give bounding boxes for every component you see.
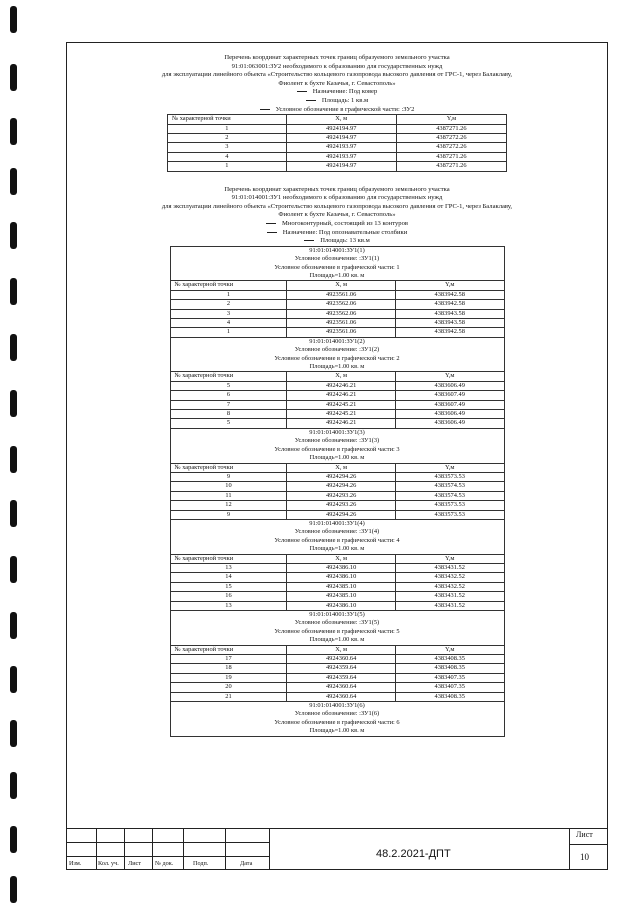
point-number: 13 (170, 563, 287, 572)
point-number: 1 (170, 290, 287, 299)
y-coordinate: 4383408.35 (395, 655, 504, 664)
y-coordinate: 4383431.52 (395, 601, 504, 610)
contour-caption (170, 537, 504, 545)
col-header: Y,м (395, 463, 504, 472)
contour-caption (170, 545, 504, 554)
header-line: Перечень координат характерных точек границ образуемого земельного участка (224, 185, 450, 193)
contour-caption-text: Условное обозначение в графической части: 4 (170, 537, 504, 545)
contour-caption (170, 272, 504, 281)
contour-caption-text: 91:01:014001:ЗУ1(3) (170, 428, 504, 437)
point-number: 9 (170, 472, 287, 481)
x-coordinate: 4924386.10 (287, 563, 396, 572)
table-row (170, 319, 504, 328)
table-row (170, 692, 504, 701)
table-row (170, 563, 504, 572)
point-number: 1 (168, 124, 287, 133)
point-number: 9 (170, 510, 287, 519)
col-header: X, м (287, 281, 396, 290)
contour-caption-text: 91:01:014001:ЗУ1(6) (170, 702, 504, 711)
y-coordinate: 4383607.49 (395, 391, 504, 400)
col-header: Y,м (395, 372, 504, 381)
y-coordinate: 4387271.26 (396, 162, 506, 171)
header-line: 91:01:014001:ЗУ1 необходимого к образованию для государственных нужд (231, 194, 443, 202)
bullet: Назначение: Под ковер (72, 88, 602, 97)
table-row (170, 381, 504, 390)
contour-caption-text: Площадь=1.00 кв. м (170, 454, 504, 463)
x-coordinate: 4923561.06 (287, 319, 396, 328)
table-row (170, 582, 504, 591)
x-coordinate: 4923562.06 (287, 300, 396, 309)
y-coordinate: 4383606.49 (395, 419, 504, 428)
table-row (170, 592, 504, 601)
x-coordinate: 4924246.21 (287, 381, 396, 390)
table-row (170, 491, 504, 500)
x-coordinate: 4924246.21 (287, 419, 396, 428)
point-number: 15 (170, 582, 287, 591)
x-coordinate: 4924194.97 (286, 162, 396, 171)
x-coordinate: 4924245.21 (287, 400, 396, 409)
table-row (170, 601, 504, 610)
stamp-podp: Подп. (193, 860, 209, 867)
table-row (170, 309, 504, 318)
header-2 (72, 186, 602, 220)
y-coordinate: 4387272.26 (396, 143, 506, 152)
y-coordinate: 4383407.35 (395, 673, 504, 682)
point-number: 20 (170, 683, 287, 692)
y-coordinate: 4387271.26 (396, 152, 506, 161)
point-number: 5 (170, 419, 287, 428)
point-number: 13 (170, 601, 287, 610)
column-header-row (170, 645, 504, 654)
col-header: № характерной точки (170, 645, 287, 654)
contour-caption (170, 446, 504, 454)
col-header: Y,м (395, 281, 504, 290)
x-coordinate: 4924360.64 (287, 692, 396, 701)
point-number: 1 (170, 328, 287, 337)
table-row (170, 472, 504, 481)
col-header: X, м (286, 115, 396, 124)
x-coordinate: 4924245.21 (287, 410, 396, 419)
point-number: 12 (170, 501, 287, 510)
y-coordinate: 4383573.53 (395, 510, 504, 519)
contour-caption-text: Площадь=1.00 кв. м (170, 636, 504, 645)
y-coordinate: 4383408.35 (395, 664, 504, 673)
table-row (168, 143, 507, 152)
table-row (168, 162, 507, 171)
contour-caption-text: Условное обозначение в графической части: 1 (170, 264, 504, 272)
y-coordinate: 4383432.52 (395, 573, 504, 582)
contour-caption (170, 264, 504, 272)
y-coordinate: 4383942.58 (395, 290, 504, 299)
contour-caption-text: Площадь=1.00 кв. м (170, 545, 504, 554)
col-header: X, м (287, 372, 396, 381)
table-row (170, 290, 504, 299)
contour-caption-text: Площадь=1.00 кв. м (170, 363, 504, 372)
y-coordinate: 4383574.53 (395, 491, 504, 500)
contour-caption (170, 355, 504, 363)
point-number: 17 (170, 655, 287, 664)
contour-caption (170, 363, 504, 372)
contour-caption-text: Площадь=1.00 кв. м (170, 272, 504, 281)
x-coordinate: 4924360.64 (287, 683, 396, 692)
x-coordinate: 4924294.26 (287, 510, 396, 519)
contour-caption (170, 636, 504, 645)
col-header: № характерной точки (170, 554, 287, 563)
point-number: 2 (170, 300, 287, 309)
col-header: X, м (287, 463, 396, 472)
column-header-row (170, 554, 504, 563)
header-line: Фиолент к бухте Казачья, г. Севастополь» (278, 211, 396, 219)
y-coordinate: 4383943.58 (395, 319, 504, 328)
y-coordinate: 4383606.49 (395, 410, 504, 419)
x-coordinate: 4924194.97 (286, 124, 396, 133)
contour-caption-text: Площадь=1.00 кв. м (170, 727, 504, 736)
table-row (170, 510, 504, 519)
y-coordinate: 4383431.52 (395, 592, 504, 601)
table-row (170, 664, 504, 673)
stamp-list: Лист (128, 860, 141, 867)
contour-caption-text: Условное обозначение: :ЗУ1(6) (170, 710, 504, 718)
contour-caption-text: Условное обозначение в графической части: 5 (170, 628, 504, 636)
sheet-label: Лист (576, 830, 593, 839)
y-coordinate: 4383408.35 (395, 692, 504, 701)
point-number: 16 (170, 592, 287, 601)
x-coordinate: 4924359.64 (287, 664, 396, 673)
contour-caption-text: Условное обозначение в графической части: 3 (170, 446, 504, 454)
col-header: Y,м (395, 645, 504, 654)
column-header-row (170, 463, 504, 472)
y-coordinate: 4383943.58 (395, 309, 504, 318)
x-coordinate: 4924294.26 (287, 472, 396, 481)
table-row (170, 419, 504, 428)
y-coordinate: 4383431.52 (395, 563, 504, 572)
table-row (170, 328, 504, 337)
table-row (168, 152, 507, 161)
table-row (168, 133, 507, 142)
table-row (170, 683, 504, 692)
bullet: Многоконтурный, состоящий из 13 контуров (72, 220, 602, 229)
contour-caption-text: Условное обозначение: :ЗУ1(4) (170, 528, 504, 536)
header-line: Фиолент к бухте Казачья, г. Севастополь» (278, 79, 396, 87)
point-number: 7 (170, 400, 287, 409)
contour-caption (170, 337, 504, 346)
bullet: Площадь: 1 кв.м (72, 97, 602, 106)
coords-table-zu1 (170, 246, 505, 737)
header-line: для эксплуатации линейного объекта «Строительство кольцевого газопровода высокого давления от ГРС-1, через Балаклаву, (161, 202, 513, 210)
point-number: 14 (170, 573, 287, 582)
y-coordinate: 4383432.52 (395, 582, 504, 591)
y-coordinate: 4387271.26 (396, 124, 506, 133)
coords-table-zu2 (167, 114, 507, 171)
point-number: 8 (170, 410, 287, 419)
point-number: 21 (170, 692, 287, 701)
point-number: 1 (168, 162, 287, 171)
x-coordinate: 4923561.06 (287, 290, 396, 299)
x-coordinate: 4923561.06 (287, 328, 396, 337)
contour-caption (170, 727, 504, 736)
table-row (170, 391, 504, 400)
contour-caption (170, 528, 504, 536)
x-coordinate: 4924359.64 (287, 673, 396, 682)
sheet-number: 10 (580, 852, 589, 862)
column-header-row (170, 372, 504, 381)
header-line: Перечень координат характерных точек границ образуемого земельного участка (224, 54, 450, 61)
binder-holes (0, 0, 40, 905)
x-coordinate: 4924293.26 (287, 501, 396, 510)
col-header: Y,м (396, 115, 506, 124)
y-coordinate: 4383606.49 (395, 381, 504, 390)
table-row (170, 300, 504, 309)
header-line: 91:01:063001:ЗУ2 необходимого к образованию для государственных нужд (231, 62, 443, 70)
point-number: 18 (170, 664, 287, 673)
contour-caption (170, 246, 504, 255)
stamp-ndok: № док. (155, 860, 174, 867)
bullet: Площадь: 13 кв.м (72, 237, 602, 246)
table-row (170, 501, 504, 510)
y-coordinate: 4387272.26 (396, 133, 506, 142)
bullet: Условное обозначение в графической части: :ЗУ2 (72, 106, 602, 115)
contour-caption (170, 619, 504, 627)
stamp-kol: Кол. уч. (98, 860, 119, 867)
stamp-data: Дата (240, 860, 253, 867)
table-row (170, 655, 504, 664)
contour-caption-text: Условное обозначение: :ЗУ1(1) (170, 255, 504, 263)
contour-caption (170, 454, 504, 463)
y-coordinate: 4383607.49 (395, 400, 504, 409)
contour-caption-text: Условное обозначение в графической части: 2 (170, 355, 504, 363)
col-header: X, м (287, 554, 396, 563)
point-number: 11 (170, 491, 287, 500)
x-coordinate: 4924385.10 (287, 582, 396, 591)
x-coordinate: 4924293.26 (287, 491, 396, 500)
table-row (170, 410, 504, 419)
point-number: 3 (168, 143, 287, 152)
title-block (66, 828, 608, 870)
x-coordinate: 4924386.10 (287, 601, 396, 610)
contour-caption-text: Условное обозначение: :ЗУ1(2) (170, 346, 504, 354)
contour-caption-text: Условное обозначение: :ЗУ1(5) (170, 619, 504, 627)
contour-caption-text: Условное обозначение в графической части: 6 (170, 719, 504, 727)
y-coordinate: 4383407.35 (395, 683, 504, 692)
contour-caption-text: 91:01:014001:ЗУ1(1) (170, 246, 504, 255)
col-header: № характерной точки (168, 115, 287, 124)
col-header: № характерной точки (170, 372, 287, 381)
bullet: Назначение: Под опознавательные столбики (72, 229, 602, 238)
contour-caption-text: 91:01:014001:ЗУ1(5) (170, 611, 504, 620)
document-code: 48.2.2021-ДПТ (376, 848, 451, 860)
x-coordinate: 4924246.21 (287, 391, 396, 400)
point-number: 2 (168, 133, 287, 142)
x-coordinate: 4924360.64 (287, 655, 396, 664)
y-coordinate: 4383942.58 (395, 328, 504, 337)
contour-caption (170, 719, 504, 727)
contour-caption (170, 710, 504, 718)
y-coordinate: 4383574.53 (395, 482, 504, 491)
x-coordinate: 4924193.97 (286, 143, 396, 152)
header-line: для эксплуатации линейного объекта «Строительство кольцевого газопровода высокого давления от ГРС-1, через Балаклаву, (161, 71, 513, 79)
point-number: 4 (170, 319, 287, 328)
y-coordinate: 4383942.58 (395, 300, 504, 309)
x-coordinate: 4924385.10 (287, 592, 396, 601)
contour-caption (170, 255, 504, 263)
point-number: 5 (170, 381, 287, 390)
x-coordinate: 4924194.97 (286, 133, 396, 142)
point-number: 6 (170, 391, 287, 400)
contour-caption-text: 91:01:014001:ЗУ1(2) (170, 337, 504, 346)
point-number: 10 (170, 482, 287, 491)
table-row (168, 124, 507, 133)
y-coordinate: 4383573.53 (395, 472, 504, 481)
table-row (170, 400, 504, 409)
point-number: 3 (170, 309, 287, 318)
point-number: 19 (170, 673, 287, 682)
header-1 (72, 54, 602, 88)
table-row (170, 573, 504, 582)
col-header: № характерной точки (170, 463, 287, 472)
x-coordinate: 4924193.97 (286, 152, 396, 161)
col-header: Y,м (395, 554, 504, 563)
y-coordinate: 4383573.53 (395, 501, 504, 510)
contour-caption (170, 428, 504, 437)
contour-caption (170, 628, 504, 636)
column-header-row (170, 281, 504, 290)
contour-caption-text: 91:01:014001:ЗУ1(4) (170, 519, 504, 528)
document-body (72, 50, 602, 737)
contour-caption (170, 519, 504, 528)
col-header: № характерной точки (170, 281, 287, 290)
contour-caption (170, 611, 504, 620)
col-header: X, м (287, 645, 396, 654)
table-row (170, 673, 504, 682)
point-number: 4 (168, 152, 287, 161)
contour-caption (170, 702, 504, 711)
stamp-izm: Изм. (69, 860, 82, 867)
contour-caption (170, 346, 504, 354)
x-coordinate: 4923562.06 (287, 309, 396, 318)
contour-caption (170, 437, 504, 445)
x-coordinate: 4924294.26 (287, 482, 396, 491)
x-coordinate: 4924386.10 (287, 573, 396, 582)
contour-caption-text: Условное обозначение: :ЗУ1(3) (170, 437, 504, 445)
table-row (170, 482, 504, 491)
